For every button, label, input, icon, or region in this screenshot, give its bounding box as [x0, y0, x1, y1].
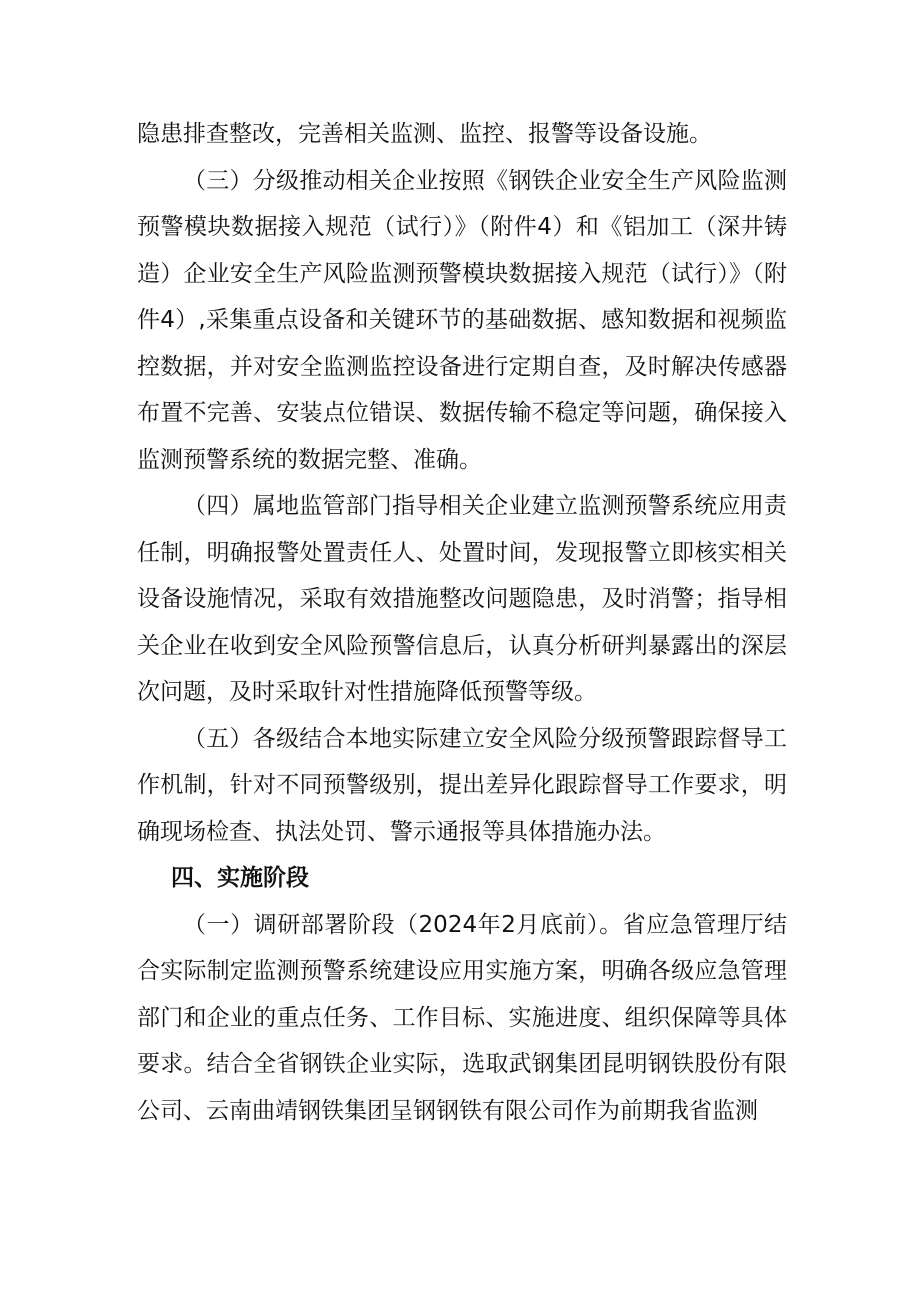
section-heading: 四、实施阶段: [171, 865, 309, 891]
paragraph-continuation: 隐患排查整改，完善相关监测、监控、报警等设备设施。: [137, 121, 712, 147]
document-body: [137, 111, 787, 1134]
paragraph-item-four: （四）属地监管部门指导相关企业建立监测预警系统应用责任制，明确报警处置责任人、处置时间，发现报警立即核实相关设备设施情况，采取有效措施整改问题隐患，及时消警；指导相关企业在收到安全风险预警信息后，认真分析研判暴露出的深层次问题，及时采取针对性措施降低预警等级。: [137, 493, 787, 705]
paragraph-stage-one: （一）调研部署阶段（2024年2月底前）。省应急管理厅结合实际制定监测预警系统建设应用实施方案，明确各级应急管理部门和企业的重点任务、工作目标、实施进度、组织保障等具体要求。结合全省钢铁企业实际，选取武钢集团昆明钢铁股份有限公司、云南曲靖钢铁集团呈钢钢铁有限公司作为前期我省监测: [137, 911, 787, 1124]
paragraph-item-five: （五）各级结合本地实际建立安全风险分级预警跟踪督导工作机制，针对不同预警级别，提出差异化跟踪督导工作要求，明确现场检查、执法处罚、警示通报等具体措施办法。: [137, 725, 787, 845]
paragraph-item-three: （三）分级推动相关企业按照《钢铁企业安全生产风险监测预警模块数据接入规范（试行）》（附件4）和《铝加工（深井铸造）企业安全生产风险监测预警模块数据接入规范（试行）》（附件4）,采集重点设备和关键环节的基础数据、感知数据和视频监控数据，并对安全监测监控设备进行定期自查，及时解决传感器布置不完善、安装点位错误、数据传输不稳定等问题，确保接入监测预警系统的数据完整、准确。: [137, 167, 787, 473]
